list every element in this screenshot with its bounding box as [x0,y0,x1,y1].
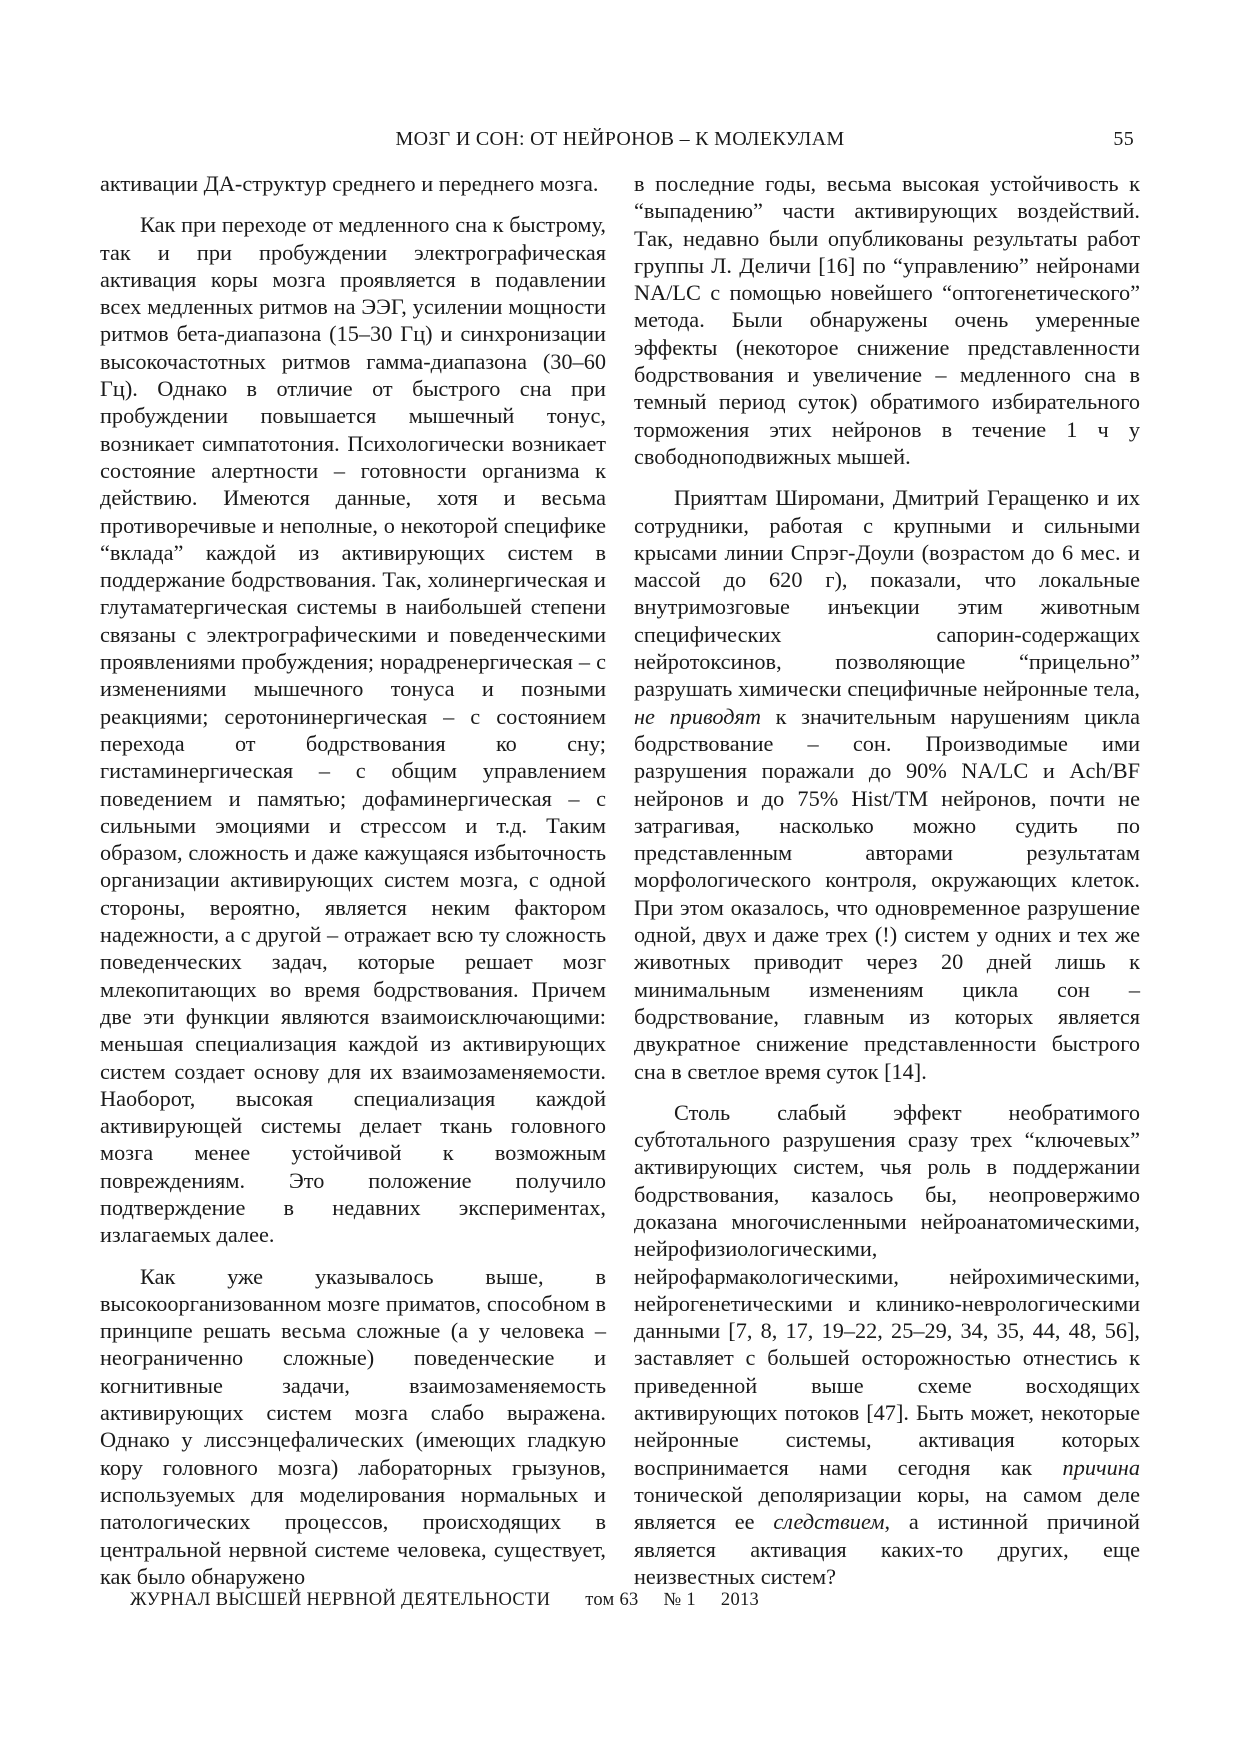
text-run: тонической деполяризации коры, на самом деле является ее [634,1481,1140,1535]
journal-volume: том 63 [585,1590,639,1610]
journal-year: 2013 [720,1590,760,1610]
journal-name: ЖУРНАЛ ВЫСШЕЙ НЕРВНОЙ ДЕЯТЕЛЬНОСТИ [130,1590,551,1610]
running-head [100,128,1140,158]
right-column [634,170,1140,1604]
journal-issue: № 1 [663,1590,696,1610]
emphasis: причина [1062,1454,1140,1480]
left-column [100,170,606,1604]
paragraph: активации ДА-структур среднего и переднего мозга. [100,171,599,196]
emphasis: следствием [773,1509,885,1535]
text-run: Столь слабый эффект необратимого субтотального разрушения сразу трех “ключевых” активирующих систем, чья роль в поддержании бодрствования, казалось бы, неопровержимо доказана многочисленными нейроанатомическими, нейрофизиологическими, нейрофармакологическими, нейрохимическими, нейрогенетическими и клинико-неврологическими данными [7, 8, 17, 19–22, 25–29, 34, 35, 44, 48, 56], заставляет с большей осторожностью отнестись к приведенной выше схеме восходящих активирующих потоков [47]. Быть может, некоторые нейронные системы, активация которых воспринимается нами сегодня как [634,1099,1140,1480]
page-footer [130,1590,779,1611]
paragraph [634,1099,1140,1590]
emphasis: не приводят [634,703,761,729]
running-title: МОЗГ И СОН: ОТ НЕЙРОНОВ – К МОЛЕКУЛАМ [395,128,845,150]
paragraph [634,484,1140,1085]
paragraph: в последние годы, весьма высокая устойчивость к “выпадению” части активирующих воздействий. Так, недавно были опубликованы результаты работ группы Л. Деличи [16] по “управлению” нейронами NA/LC с помощью новейшего “оптогенетического” метода. Были обнаружены очень умеренные эффекты (некоторое снижение представленности бодрствования и увеличение – медленного сна в темный период суток) обратимого избирательного торможения этих нейронов в течение 1 ч у свободноподвижных мышей. [634,171,1140,469]
paragraph: Как при переходе от медленного сна к быстрому, так и при пробуждении электрографическая активация коры мозга проявляется в подавлении всех медленных ритмов на ЭЭГ, усилении мощности ритмов бета-диапазона (15–30 Гц) и синхронизации высокочастотных ритмов гамма-диапазона (30–60 Гц). Однако в отличие от быстрого сна при пробуждении повышается мышечный тонус, возникает симпатотония. Психологически возникает состояние алертности – готовности организма к действию. Имеются данные, хотя и весьма противоречивые и неполные, о некоторой специфике “вклада” каждой из активирующих систем в поддержание бодрствования. Так, холинергическая и глутаматергическая системы в наибольшей степени связаны с электрографическими и поведенческими проявлениями пробуждения; норадренергическая – с изменениями мышечного тонуса и позными реакциями; серотонинергическая – с состоянием перехода от бодрствования ко сну; гистаминергическая – с общим управлением поведением и памятью; дофаминергическая – с сильными эмоциями и стрессом и т.д. Таким образом, сложность и даже кажущаяся избыточность организации активирующих систем мозга, с одной стороны, вероятно, является неким фактором надежности, а с другой – отражает всю ту сложность поведенческих задач, которые решает мозг млекопитающих во время бодрствования. Причем две эти функции являются взаимоисключающими: меньшая специализация каждой из активирующих систем создает основу для их взаимозаменяемости. Наоборот, высокая специализация каждой активирующей системы делает ткань головного мозга менее устойчивой к возможным повреждениям. Это положение получило подтверждение в недавних экспериментах, излагаемых далее. [100,212,606,1248]
paragraph: Как уже указывалось выше, в высокоорганизованном мозге приматов, способном в принципе решать весьма сложные (а у человека – неограниченно сложные) поведенческие и когнитивные задачи, взаимозаменяемость активирующих систем мозга слабо выражена. Однако у лиссэнцефалических (имеющих гладкую кору головного мозга) лабораторных грызунов, используемых для моделирования нормальных и патологических процессов, происходящих в центральной нервной системе человека, существует, как было обнаружено [100,1263,606,1589]
text-run: , а истинной причиной является активация каких-то других, еще неизвестных систем? [634,1509,1140,1589]
text-run: Прияттам Широмани, Дмитрий Геращенко и их сотрудники, работая с крупными и сильными крысами линии Спрэг-Доули (возрастом до 6 мес. и массой до 620 г), показали, что локальные внутримозговые инъекции этим животным специфических сапорин-содержащих нейротоксинов, позволяющие “прицельно” разрушать химически специфичные нейронные тела, [634,485,1140,702]
page-number: 55 [1113,128,1134,150]
text-run: к значительным нарушениям цикла бодрствование – сон. Производимые ими разрушения поражали до 90% NA/LC и Ach/BF нейронов и до 75% Hist/TM нейронов, почти не затрагивая, насколько можно судить по представленным авторами результатам морфологического контроля, окружающих клеток. При этом оказалось, что одновременное разрушение одной, двух и даже трех (!) систем у одних и тех же животных приводит через 20 дней лишь к минимальным изменениям цикла сон – бодрствование, главным из которых является двукратное снижение представленности быстрого сна в светлое время суток [14]. [634,703,1140,1084]
